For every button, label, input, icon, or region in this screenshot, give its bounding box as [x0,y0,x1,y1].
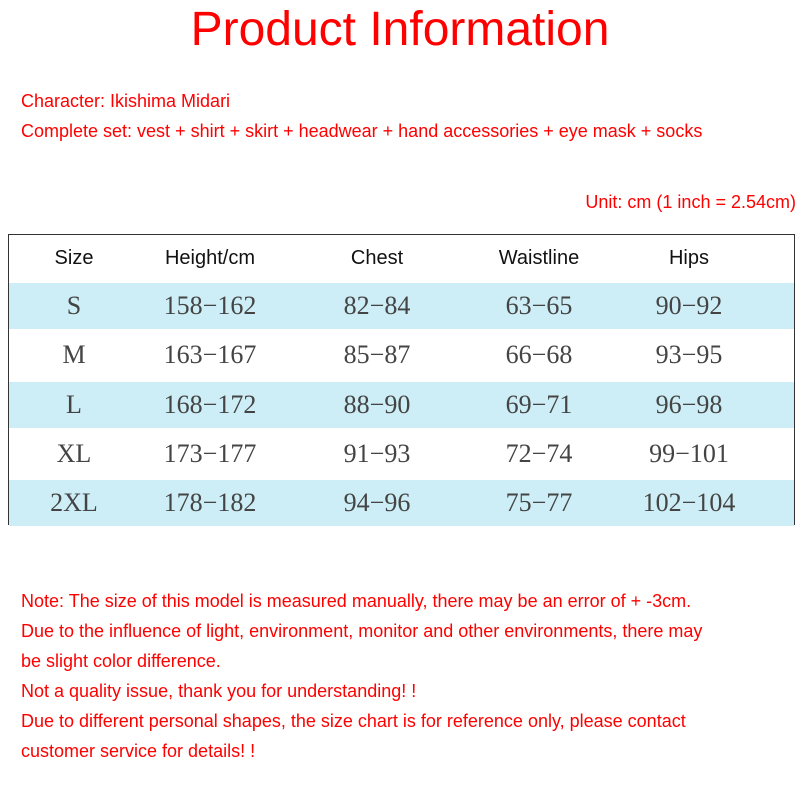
table-row [9,431,794,477]
table-row [9,283,794,329]
cell-height: 178−182 [163,488,257,517]
note-line: customer service for details! ! [21,741,256,761]
table-header-row [9,235,794,281]
table-row [9,382,794,428]
cell-chest: 88−90 [343,390,411,419]
cell-height: 163−167 [163,340,257,369]
note-line: Note: The size of this model is measured manually, there may be an error of + -3cm. [21,591,692,611]
unit-note: Unit: cm (1 inch = 2.54cm) [585,192,796,212]
cell-waistline: 72−74 [505,439,573,468]
cell-hips: 90−92 [655,291,723,320]
cell-hips: 96−98 [655,390,723,419]
cell-waistline: 66−68 [505,340,573,369]
cell-height: 168−172 [163,390,257,419]
header-chest: Chest [350,247,404,269]
header-hips: Hips [668,247,709,269]
note-line: Due to different personal shapes, the size chart is for reference only, please contact [21,711,686,731]
cell-size: L [66,390,82,419]
character-info: Character: Ikishima Midari [21,91,231,111]
cell-chest: 94−96 [343,488,411,517]
cell-chest: 82−84 [343,291,411,320]
cell-height: 158−162 [163,291,257,320]
note-line: Due to the influence of light, environment, monitor and other environments, there may [21,621,703,641]
cell-size: M [62,340,86,369]
note-line: be slight color difference. [21,651,221,671]
cell-waistline: 63−65 [505,291,573,320]
header-size: Size [54,247,94,269]
cell-hips: 102−104 [642,488,736,517]
cell-waistline: 75−77 [505,488,573,517]
table-row [9,480,794,526]
size-chart-table [8,234,795,525]
cell-hips: 93−95 [655,340,723,369]
cell-waistline: 69−71 [505,390,573,419]
page-title: Product Information [190,3,610,56]
notes-block [21,586,791,766]
cell-hips: 99−101 [649,439,729,468]
cell-height: 173−177 [163,439,257,468]
note-line: Not a quality issue, thank you for understanding! ! [21,681,417,701]
header-waistline: Waistline [498,247,580,269]
cell-size: XL [56,439,92,468]
cell-chest: 85−87 [343,340,411,369]
cell-size: 2XL [50,488,98,517]
table-row [9,332,794,378]
header-height: Height/cm [164,247,256,269]
cell-chest: 91−93 [343,439,411,468]
complete-set-info: Complete set: vest + shirt + skirt + headwear + hand accessories + eye mask + socks [21,121,703,141]
cell-size: S [66,291,82,320]
